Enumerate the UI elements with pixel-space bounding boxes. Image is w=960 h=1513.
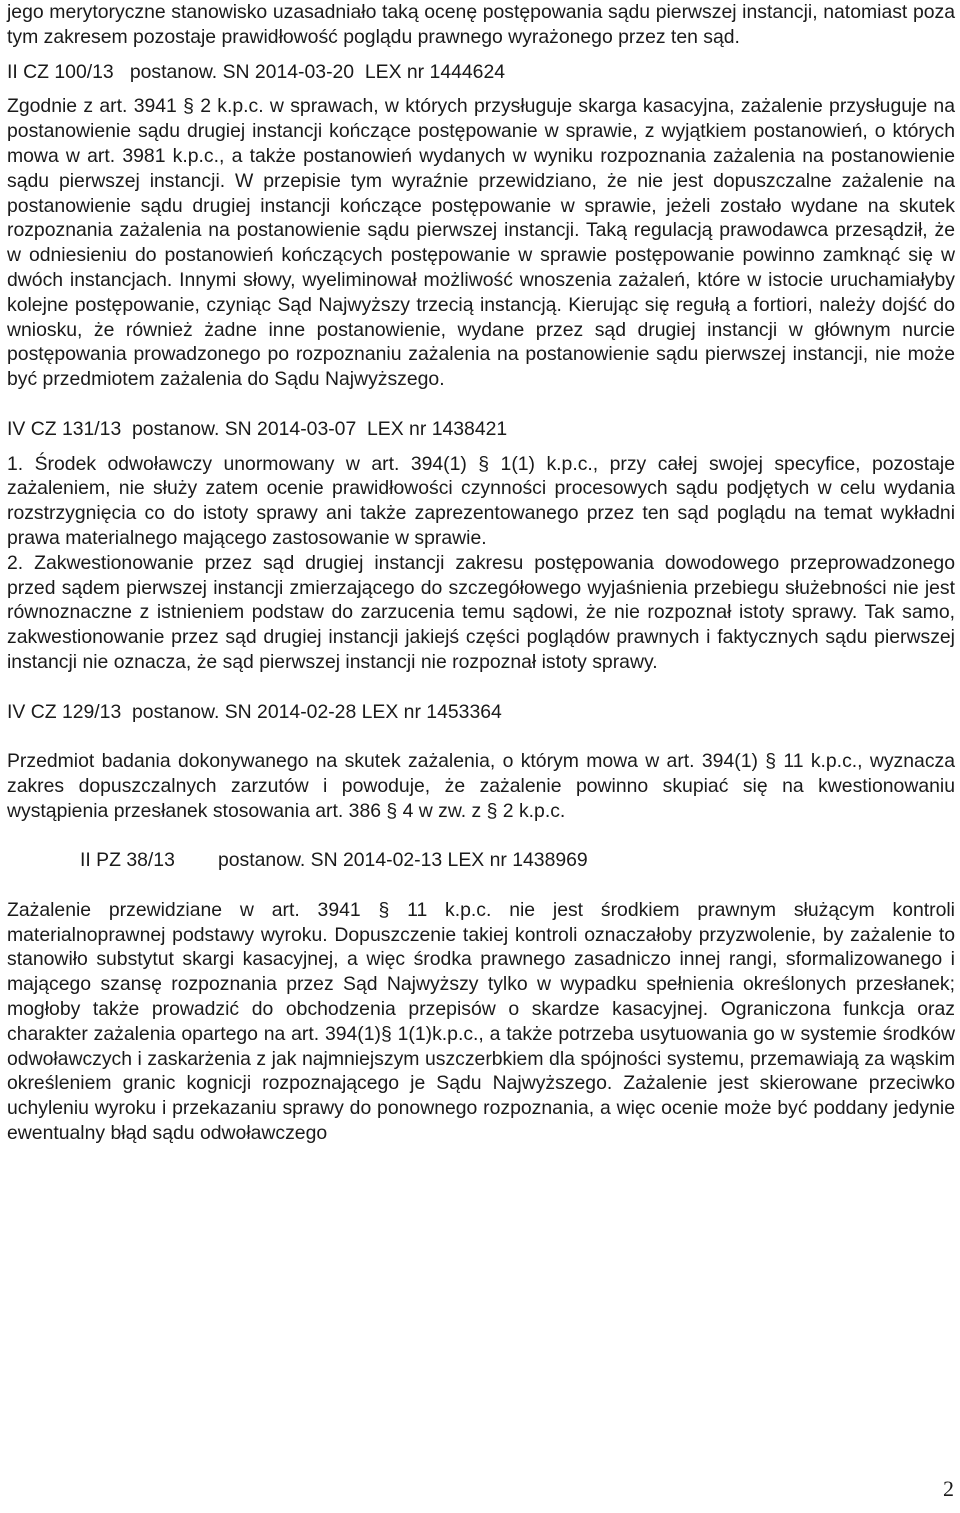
paragraph-iv-cz-129-13: Przedmiot badania dokonywanego na skutek zażalenia, o którym mowa w art. 394(1) § 11 k.p.c., wyznacza zakres dopuszczalnych zarzutów i powoduje, że zażalenie powinno skupiać się na kwestionowaniu wystąpienia przesłanek stosowania art. 386 § 4 w zw. z § 2 k.p.c.	[7, 750, 955, 822]
paragraph-iv-cz-131-13-point-2: 2. Zakwestionowanie przez sąd drugiej instancji zakresu postępowania dowodowego przeprowadzonego przed sądem pierwszej instancji zmierzającego do szczegółowego wyjaśnienia przebiegu służebności nie jest równoznaczne z istnieniem podstaw do zarzucenia temu sądowi, że nie rozpoznał istoty sprawy. Tak samo, zakwestionowanie przez sąd drugiej instancji jakiejś części poglądów prawnych i faktycznych sądu pierwszej instancji nie oznacza, że sąd pierwszej instancji nie rozpoznał istoty sprawy.	[7, 551, 955, 673]
case-entry-iv-cz-131-13: IV CZ 131/13 postanow. SN 2014-03-07 LEX nr 1438421	[7, 417, 508, 440]
case-entry-ii-cz-100-13: II CZ 100/13 postanow. SN 2014-03-20 LEX nr 1444624	[7, 60, 506, 83]
document-page	[7, 0, 955, 1146]
case-entry-ii-pz-38-13: II PZ 38/13 postanow. SN 2014-02-13 LEX nr 1438969	[80, 849, 588, 872]
paragraph-continuation: jego merytoryczne stanowisko uzasadniało taką ocenę postępowania sądu pierwszej instancji, natomiast poza tym zakresem pozostaje prawidłowość poglądu prawnego wyrażonego przez ten sąd.	[7, 1, 955, 48]
paragraph-iv-cz-131-13-point-1: 1. Środek odwoławczy unormowany w art. 394(1) § 1(1) k.p.c., przy całej swojej specyfice, pozostaje zażaleniem, nie służy zatem ocenie prawidłowości czynności procesowych sądu podjętych w celu wydania rozstrzygnięcia co do istoty sprawy ani także zaprezentowanego przez ten sąd poglądu na temat wykładni prawa materialnego mającego zastosowanie w sprawie.	[7, 452, 955, 549]
paragraph-ii-cz-100-13: Zgodnie z art. 3941 § 2 k.p.c. w sprawach, w których przysługuje skarga kasacyjna, zażalenie przysługuje na postanowienie sądu drugiej instancji kończące postępowanie w sprawie, z wyjątkiem postanowień, o których mowa w art. 3981 k.p.c., a także postanowień wydanych w wyniku rozpoznania zażalenia na postanowienie sądu pierwszej instancji. W przepisie tym wyraźnie przewidziano, że nie jest dopuszczalne zażalenie na postanowienie sądu drugiej instancji kończące postępowanie w sprawie, jeżeli zostało wydane na skutek rozpoznania zażalenia na postanowienie sądu pierwszej instancji. Taką regulacją prawodawca przesądził, że w odniesieniu do postanowień kończących postępowanie w sprawie postępowanie powinno zamknąć się w dwóch instancjach. Innymi słowy, wyeliminował możliwość wnoszenia zażaleń, które w istocie uruchamiałyby kolejne postępowanie, czyniąc Sąd Najwyższy trzecią instancją. Kierując się regułą a fortiori, należy dojść do wniosku, że również żadne inne postanowienie, wydane przez sąd drugiej instancji w głównym nurcie postępowania prowadzonego po rozpoznaniu zażalenia na postanowienie sądu pierwszej instancji, nie może być przedmiotem zażalenia do Sądu Najwyższego.	[7, 95, 955, 391]
case-entry-iv-cz-129-13: IV CZ 129/13 postanow. SN 2014-02-28 LEX nr 1453364	[7, 700, 502, 723]
paragraph-ii-pz-38-13: Zażalenie przewidziane w art. 3941 § 11 k.p.c. nie jest środkiem prawnym służącym kontroli materialnoprawnej podstawy wyroku. Dopuszczenie takiej kontroli oznaczałoby przyzwolenie, by zażalenie to stanowiło substytut skargi kasacyjnej, a więc środka prawnego zasadniczo innej rangi, sformalizowanego i mającego szansę rozpoznania przez Sąd Najwyższy tylko w wypadku spełnienia określonych przesłanek; mogłoby także prowadzić do obchodzenia przepisów o skardze kasacyjnej. Ograniczona funkcja oraz charakter zażalenia opartego na art. 394(1)§ 1(1)k.p.c., a także potrzeba usytuowania go w systemie środków odwoławczych i zaskarżenia z jak najmniejszym uszczerbkiem dla spójności systemu, przemawiają za wąskim określeniem granic kognicji rozpoznającego je Sądu Najwyższego. Zażalenie jest skierowane przeciwko uchyleniu wyroku i przekazaniu sprawy do ponownego rozpoznania, a więc ocenie może być poddany jedynie ewentualny błąd sądu odwoławczego	[7, 898, 955, 1145]
page-number: 2	[943, 1476, 954, 1501]
